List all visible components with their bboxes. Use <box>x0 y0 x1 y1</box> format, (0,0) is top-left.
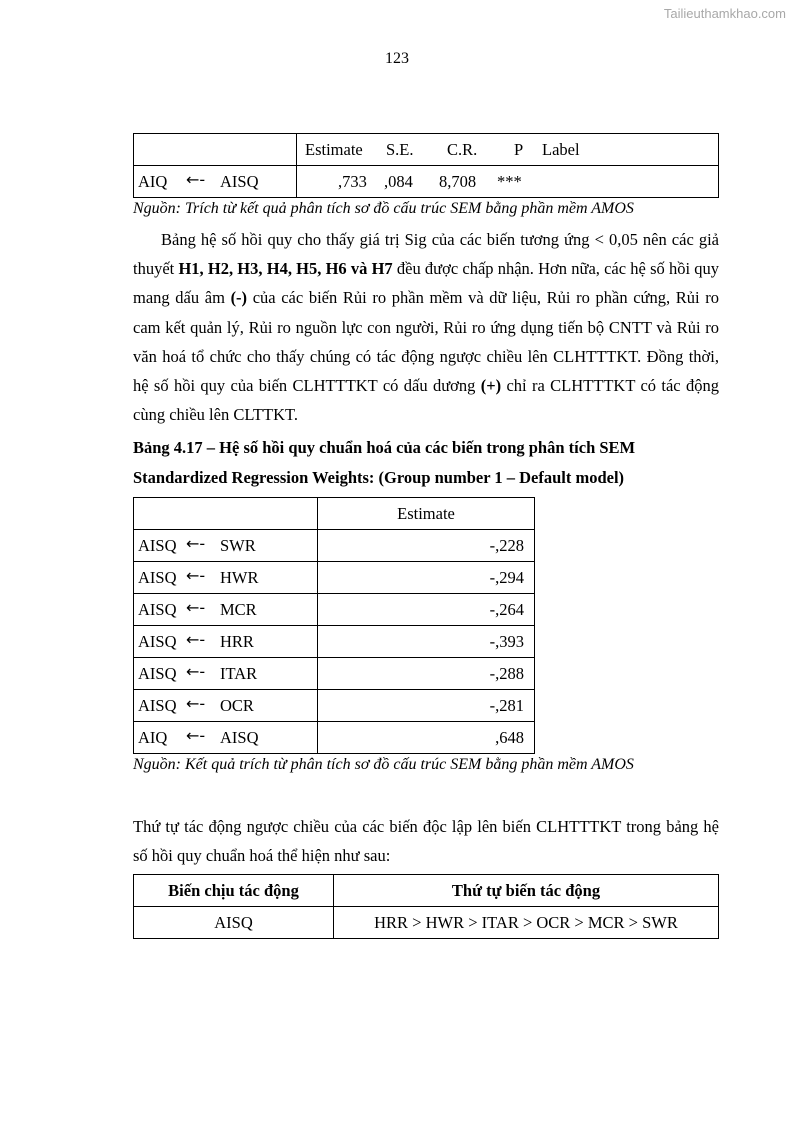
relation-to: HRR <box>220 632 254 651</box>
watermark: Tailieuthamkhao.com <box>663 6 786 21</box>
relation-to: MCR <box>220 600 257 619</box>
relation-from: AISQ <box>138 664 177 683</box>
value-estimate: -,281 <box>318 690 535 722</box>
left-arrow-icon: ←- <box>186 726 206 745</box>
value-p: *** <box>497 172 522 191</box>
table-row <box>134 594 535 626</box>
header-p: P <box>514 140 524 159</box>
relation-to: SWR <box>220 536 256 555</box>
body-paragraph-2: Thứ tự tác động ngược chiều của các biến độc lập lên biến CLHTTTKT trong bảng hệ số hồi quy chuẩn hoá thể hiện như sau: <box>133 817 719 866</box>
relation-cell <box>134 594 318 626</box>
table-header-blank <box>134 498 318 530</box>
left-arrow-icon: ←- <box>186 630 206 649</box>
left-arrow-icon: ←- <box>186 170 206 189</box>
table-row <box>134 658 535 690</box>
value-estimate: ,733 <box>338 172 367 191</box>
header-dependent-variable: Biến chịu tác động <box>134 875 334 907</box>
relation-cell <box>134 166 297 198</box>
table-row <box>134 530 535 562</box>
relation-to: AISQ <box>220 728 259 747</box>
header-cr: C.R. <box>447 140 478 159</box>
table-header-row <box>134 134 719 166</box>
paragraph-hypotheses: H1, H2, H3, H4, H5, H6 và H7 <box>178 259 393 279</box>
relation-cell <box>134 722 318 754</box>
table-row <box>134 722 535 754</box>
value-estimate: -,228 <box>318 530 535 562</box>
values-cell <box>297 166 719 198</box>
header-label: Label <box>542 140 580 159</box>
impact-order: HRR > HWR > ITAR > OCR > MCR > SWR <box>334 907 719 939</box>
source-note-1: Nguồn: Trích từ kết quả phân tích sơ đồ cấu trúc SEM bằng phần mềm AMOS <box>133 200 634 217</box>
relation-to: OCR <box>220 696 254 715</box>
page-number: 123 <box>385 50 409 67</box>
table-row <box>134 562 535 594</box>
relation-cell <box>134 562 318 594</box>
relation-from: AISQ <box>138 568 177 587</box>
relation-to: AISQ <box>220 172 259 191</box>
standardized-weights-table <box>133 497 535 754</box>
relation-cell <box>134 626 318 658</box>
value-estimate: -,393 <box>318 626 535 658</box>
table-header-cell <box>297 134 719 166</box>
table-title: Bảng 4.17 – Hệ số hồi quy chuẩn hoá của các biến trong phân tích SEM <box>133 438 636 457</box>
value-se: ,084 <box>384 172 413 191</box>
table-header-blank <box>134 134 297 166</box>
table-header-row <box>134 498 535 530</box>
value-estimate: -,288 <box>318 658 535 690</box>
relation-from: AISQ <box>138 536 177 555</box>
table-row <box>134 626 535 658</box>
relation-cell <box>134 658 318 690</box>
body-paragraph <box>133 225 719 429</box>
value-cr: 8,708 <box>439 172 477 191</box>
relation-from: AISQ <box>138 600 177 619</box>
table-row <box>134 690 535 722</box>
relation-from: AIQ <box>138 172 168 191</box>
source-note-2: Nguồn: Kết quả trích từ phân tích sơ đồ cấu trúc SEM bằng phần mềm AMOS <box>133 756 634 773</box>
table-header-row <box>134 875 719 907</box>
table-row <box>134 907 719 939</box>
table-subtitle: Standardized Regression Weights: (Group number 1 – Default model) <box>133 468 625 487</box>
header-estimate: Estimate <box>318 498 535 530</box>
header-impact-order: Thứ tự biến tác động <box>334 875 719 907</box>
impact-order-table <box>133 874 719 939</box>
regression-weights-table <box>133 133 719 198</box>
paragraph-text-4: chỉ ra CLHTTTKT có tác động cùng chiều lên CLTTKT. <box>133 376 719 425</box>
paragraph-positive-sign: (+) <box>480 376 502 396</box>
relation-to: ITAR <box>220 664 258 683</box>
value-estimate: ,648 <box>318 722 535 754</box>
value-estimate: -,264 <box>318 594 535 626</box>
table-row <box>134 166 719 198</box>
paragraph-negative-sign: (-) <box>230 288 248 308</box>
header-estimate: Estimate <box>305 140 363 159</box>
paragraph-text-3: của các biến Rủi ro phần mềm và dữ liệu, Rủi ro phần cứng, Rủi ro cam kết quản lý, Rủi ro nguồn lực con người, Rủi ro ứng dụng tiến bộ CNTT và Rủi ro văn hoá tổ chức cho thấy chúng có tác động ngược chiều lên CLHTTTKT. Đồng thời, hệ số hồi quy của biến CLHTTTKT có dấu dương <box>133 288 719 396</box>
header-se: S.E. <box>386 140 414 159</box>
relation-to: HWR <box>220 568 259 587</box>
left-arrow-icon: ←- <box>186 662 206 681</box>
dependent-variable: AISQ <box>134 907 334 939</box>
value-estimate: -,294 <box>318 562 535 594</box>
relation-from: AIQ <box>138 728 168 747</box>
left-arrow-icon: ←- <box>186 534 206 553</box>
paragraph-text-2: đều được chấp nhận. Hơn nữa, các hệ số hồi quy mang dấu âm <box>133 259 719 308</box>
left-arrow-icon: ←- <box>186 598 206 617</box>
relation-cell <box>134 690 318 722</box>
left-arrow-icon: ←- <box>186 694 206 713</box>
relation-from: AISQ <box>138 632 177 651</box>
left-arrow-icon: ←- <box>186 566 206 585</box>
relation-cell <box>134 530 318 562</box>
relation-from: AISQ <box>138 696 177 715</box>
paragraph-text-1: Bảng hệ số hồi quy cho thấy giá trị Sig của các biến tương ứng < 0,05 nên các giả thuyết <box>133 230 719 279</box>
